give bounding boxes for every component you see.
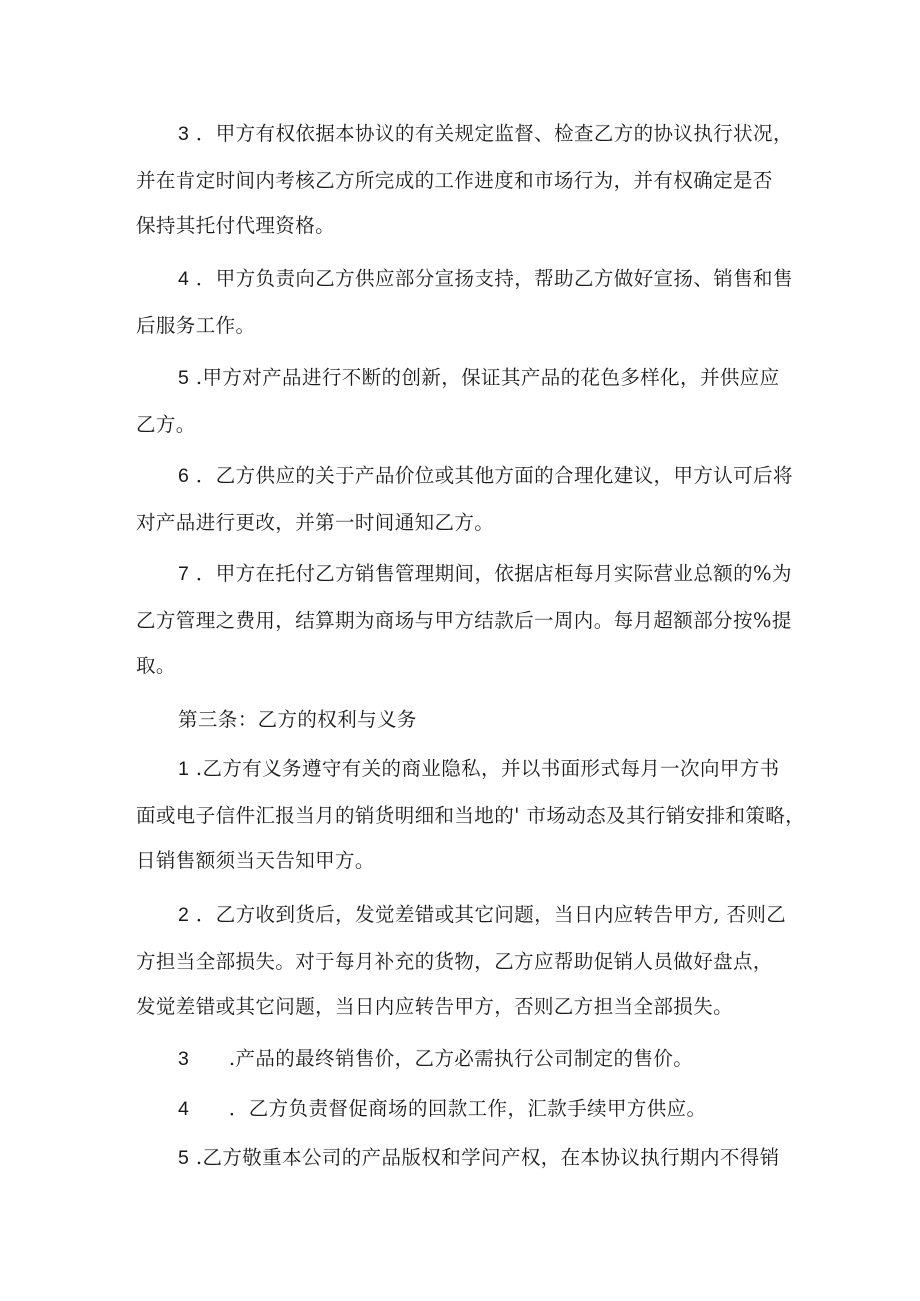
clause-paragraph-b5 bbox=[136, 1135, 788, 1182]
clause-paragraph-b2 bbox=[136, 892, 788, 1030]
section-heading-article-3 bbox=[136, 697, 788, 743]
text-line: 1 .乙方有义务遵守有关的商业隐私，并以书面形式每月一次向甲方书 bbox=[136, 746, 788, 793]
text-line: 保持其托付代理资格。 bbox=[136, 214, 336, 237]
clause-number: 3 bbox=[178, 123, 190, 145]
clause-number: 5 bbox=[178, 367, 190, 389]
clause-paragraph-a6 bbox=[136, 453, 793, 545]
text-line: 面或电子信件汇报当月的销货明细和当地的' 市场动态及其行销安排和策略， bbox=[136, 803, 806, 827]
clause-paragraph-b4 bbox=[136, 1086, 788, 1133]
clause-number: 1 bbox=[178, 758, 190, 780]
clause-number: 4 bbox=[178, 1098, 190, 1120]
text-line: 方担当全部损失。对于每月补充的货物，乙方应帮助促销人员做好盘点， bbox=[136, 949, 773, 973]
text-line: 3 .产品的最终销售价，乙方必需执行公司制定的售价。 bbox=[136, 1036, 788, 1083]
clause-number: 6 bbox=[178, 465, 190, 487]
text-line: 对产品进行更改，并第一时间通知乙方。 bbox=[136, 510, 495, 534]
clause-paragraph-a3 bbox=[136, 111, 793, 249]
clause-paragraph-b3 bbox=[136, 1036, 788, 1083]
text-line: 4 ．乙方负责督促商场的回款工作，汇款手续甲方供应。 bbox=[136, 1086, 788, 1133]
text-line: 取。 bbox=[136, 654, 176, 677]
text-line: 乙方。 bbox=[136, 412, 196, 436]
text-line: 2 ．乙方收到货后，发觉差错或其它问题，当日内应转告甲方, 否则乙 bbox=[136, 892, 788, 939]
section-heading: 第三条：乙方的权利与义务 bbox=[178, 708, 417, 731]
clause-number: 4 bbox=[178, 268, 190, 290]
text-line: 乙方管理之费用，结算期为商场与甲方结款后一周内。每月超额部分按%提 bbox=[136, 608, 792, 632]
text-line: 发觉差错或其它问题，当日内应转告甲方，否则乙方担当全部损失。 bbox=[136, 995, 734, 1018]
clause-paragraph-b1 bbox=[136, 746, 806, 884]
text-line: 3 ．甲方有权依据本协议的有关规定监督、检查乙方的协议执行状况， bbox=[136, 111, 788, 158]
clause-number: 2 bbox=[178, 904, 190, 926]
text-line: 后服务工作。 bbox=[136, 313, 256, 337]
clause-number: 7 bbox=[178, 563, 190, 585]
text-line: 5 .乙方敬重本公司的产品版权和学问产权，在本协议执行期内不得销 bbox=[136, 1135, 788, 1182]
text-line: 7 ．甲方在托付乙方销售管理期间，依据店柜每月实际营业总额的%为 bbox=[136, 551, 788, 598]
text-line: 并在肯定时间内考核乙方所完成的工作进度和市场行为，并有权确定是否 bbox=[136, 168, 773, 192]
clause-paragraph-a5 bbox=[136, 355, 788, 447]
clause-number: 5 bbox=[178, 1147, 190, 1169]
text-line: 5 .甲方对产品进行不断的创新，保证其产品的花色多样化，并供应应 bbox=[136, 355, 788, 402]
clause-paragraph-a4 bbox=[136, 256, 793, 348]
text-line: 日销售额须当天告知甲方。 bbox=[136, 849, 375, 872]
clause-paragraph-a7 bbox=[136, 551, 792, 689]
text-line: 4 ．甲方负责向乙方供应部分宣扬支持，帮助乙方做好宣扬、销售和售 bbox=[136, 256, 788, 303]
clause-number: 3 bbox=[178, 1048, 190, 1070]
text-line: 6 ．乙方供应的关于产品价位或其他方面的合理化建议，甲方认可后将 bbox=[136, 453, 788, 500]
